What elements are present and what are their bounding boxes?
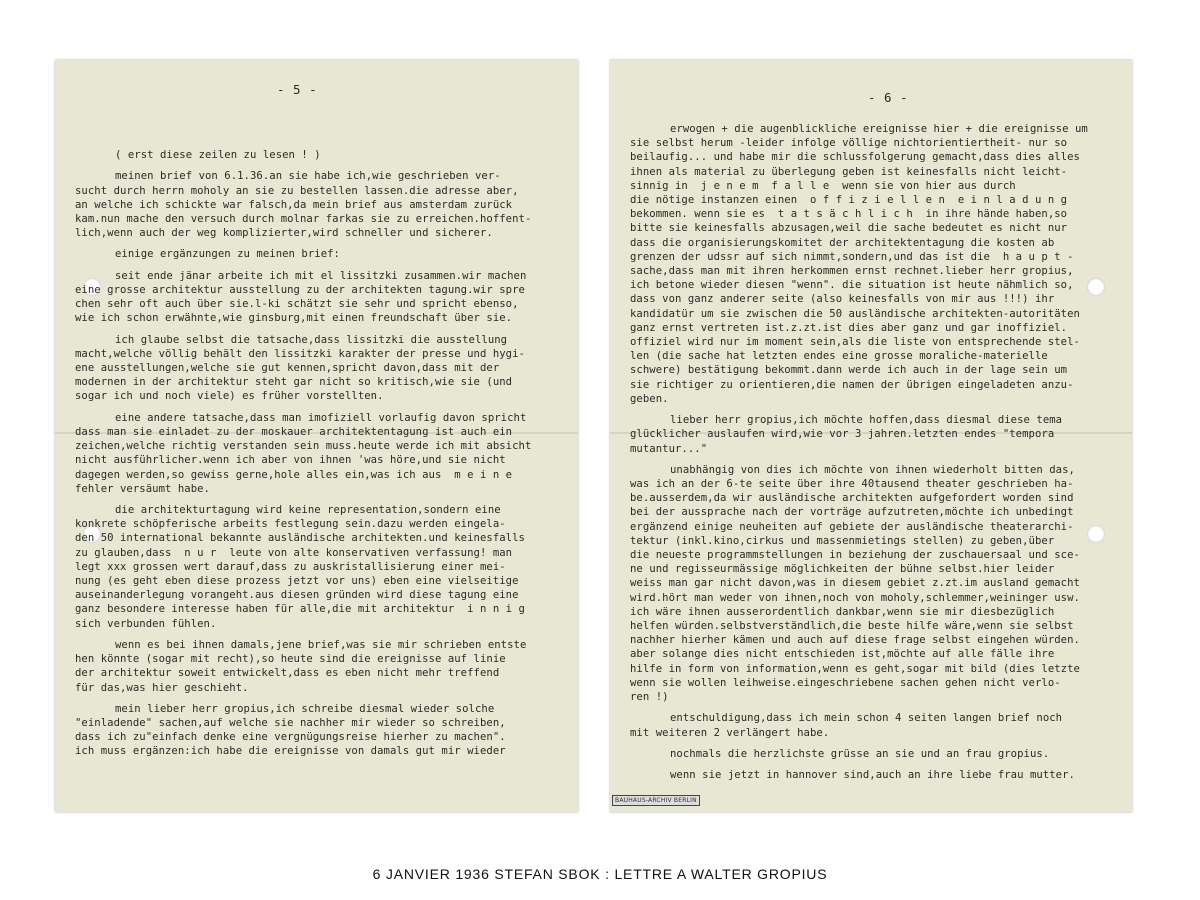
text-line: mit weiteren 2 verlängert habe. bbox=[630, 726, 830, 739]
text-line: nochmals die herzlichste grüsse an sie und an frau gropius. bbox=[670, 747, 1050, 760]
text-line: erwogen + die augenblickliche ereignisse hier + die ereignisse um bbox=[670, 123, 1088, 135]
text-line: kam.nun mache den versuch durch molnar farkas sie zu erreichen.hoffent- bbox=[75, 212, 532, 225]
text-line: bei der aussprache nach der vorträge aufzutreten,möchte ich unbedingt bbox=[630, 506, 1074, 519]
text-line: wenn sie jetzt in hannover sind,auch an ihre liebe frau mutter. bbox=[670, 769, 1075, 782]
letter-page-6 bbox=[610, 60, 1132, 812]
text-line: meinen brief von 6.1.36.an sie habe ich,wie geschrieben ver- bbox=[115, 170, 501, 183]
text-line: den 50 international bekannte ausländische architekten.und keinesfalls bbox=[75, 532, 525, 545]
text-line: bekommen. wenn sie es t a t s ä c h l i c h in ihre hände haben,so bbox=[630, 208, 1068, 221]
text-line: grenzen der udssr auf sich nimmt,sondern,und das ist die h a u p t - bbox=[630, 250, 1074, 263]
text-line: kandidatür um sie zwischen die 50 ausländische architekten-autoritäten bbox=[630, 307, 1080, 320]
text-line: sinnig in j e n e m f a l l e wenn sie von hier aus durch bbox=[630, 179, 1016, 192]
text-line: nachher hierher kämen und auch auf diese frage selbst eingehen würden. bbox=[630, 634, 1080, 647]
text-line: zeichen,welche richtig verstanden sein muss.heute werde ich mit absicht bbox=[75, 440, 532, 453]
text-line: ( erst diese zeilen zu lesen ! ) bbox=[115, 149, 321, 161]
text-line: offiziel wird nur im moment sein,als die liste von entsprechende stel- bbox=[630, 336, 1080, 348]
text-line: dagegen werden,so gewiss gerne,hole alles ein,was ich aus m e i n e bbox=[75, 468, 513, 481]
text-line: sich verbunden fühlen. bbox=[75, 617, 217, 630]
text-line: sucht durch herrn moholy an sie zu bestellen lassen.die adresse aber, bbox=[75, 184, 519, 197]
page-number: - 5 - bbox=[277, 82, 318, 97]
text-line: macht,welche völlig behält den lissitzki karakter der presse und hygi- bbox=[75, 347, 525, 360]
text-line: ich muss ergänzen:ich habe die ereignisse von damals gut mir wieder bbox=[75, 745, 506, 758]
text-line: was ich an der 6-te seite über ihre 40tausend theater geschrieben ha- bbox=[630, 478, 1074, 490]
text-line: der architektur soweit entwickelt,dass es eben nicht mehr treffend bbox=[75, 667, 500, 680]
text-line: unabhängig von dies ich möchte von ihnen wiederholt bitten das, bbox=[670, 463, 1075, 476]
text-line: dass man sie einladet zu der moskauer architektentagung ist auch ein bbox=[75, 425, 513, 438]
text-line: für das,was hier geschieht. bbox=[75, 681, 249, 694]
text-line: fehler versäumt habe. bbox=[75, 482, 210, 495]
text-line: chen sehr oft auch über sie.l-ki schätzt sie sehr und spricht ebenso, bbox=[75, 298, 519, 311]
text-line: seit ende jänar arbeite ich mit el lissitzki zusammen.wir machen bbox=[115, 269, 527, 282]
text-line: auseinanderlegung vorangeht.aus diesen gründen wird diese tagung eine bbox=[75, 589, 519, 602]
text-line: ich glaube selbst die tatsache,dass lissitzki die ausstellung bbox=[115, 333, 508, 346]
text-line: eine grosse architektur ausstellung zu der architekten tagung.wir spre bbox=[75, 283, 525, 296]
text-line: aber solange dies nicht entschieden ist,möchte auf alle fälle ihre bbox=[630, 648, 1055, 661]
text-line: beilaufig... und habe mir die schlussfolgerung gemacht,dass dies alles bbox=[630, 151, 1080, 164]
text-line: schwere) bestätigung bekommt.dann werde ich auch in der lage sein um bbox=[630, 364, 1068, 377]
text-line: hilfe in form von information,wenn es geht,sogar mit bild (dies letzte bbox=[630, 662, 1080, 675]
punch-hole bbox=[1087, 525, 1105, 543]
archive-stamp: BAUHAUS-ARCHIV BERLIN bbox=[612, 795, 700, 806]
text-line: die architekturtagung wird keine representation,sondern eine bbox=[115, 504, 501, 516]
text-line: wie ich schon erwähnte,wie ginsburg,mit einen freundschaft über sie. bbox=[75, 312, 513, 325]
letter-page-5 bbox=[55, 60, 578, 812]
text-line: konkrete schöpferische arbeits festlegung sein.dazu werden eingela- bbox=[75, 518, 506, 531]
text-line: lich,wenn auch der weg komplizierter,wird schneller und sicherer. bbox=[75, 227, 493, 240]
text-line: ihnen als material zu überlegung geben ist keinesfalls nicht leicht- bbox=[630, 165, 1068, 178]
text-line: dass die organisierungskomitet der architektentagung die kosten ab bbox=[630, 236, 1055, 249]
text-line: ren !) bbox=[630, 691, 669, 703]
text-line: len (die sache hat letzten endes eine grosse moraliche-materielle bbox=[630, 350, 1048, 363]
text-line: ergänzend einige neuheiten auf gebiete der ausländische theaterarchi- bbox=[630, 520, 1074, 533]
text-line: ganz besondere interesse haben für alle,die mit architektur i n n i g bbox=[75, 603, 525, 616]
text-line: ganz ernst vertreten ist.z.zt.ist dies aber ganz und gar inoffiziel. bbox=[630, 321, 1068, 334]
text-line: an welche ich schickte war falsch,da mein brief aus amsterdam zurück bbox=[75, 198, 513, 211]
text-line: lieber herr gropius,ich möchte hoffen,dass diesmal diese tema bbox=[670, 414, 1063, 427]
text-line: sie richtiger zu orientieren,die namen der übrigen eingeladeten anzu- bbox=[630, 378, 1074, 391]
page-number: - 6 - bbox=[868, 90, 909, 105]
text-line: helfen würden.selbstverständlich,die beste hilfe wäre,wenn sie selbst bbox=[630, 620, 1074, 632]
text-line: sogar ich und noch viele) es früher vorstellten. bbox=[75, 390, 384, 403]
text-line: geben. bbox=[630, 392, 669, 405]
text-line: entschuldigung,dass ich mein schon 4 seiten langen brief noch bbox=[670, 712, 1063, 725]
text-line: die nötige instanzen einen o f f i z i e l l e n e i n l a d u n g bbox=[630, 194, 1068, 206]
text-line: weiss man gar nicht davon,was in diesem gebiet z.zt.im ausland gemacht bbox=[630, 577, 1080, 590]
text-line: eine andere tatsache,dass man imofiziell vorlaufig davon spricht bbox=[115, 411, 527, 424]
text-line: nicht ausführlicher.wenn ich aber von ihnen 'was höre,und sie nicht bbox=[75, 454, 506, 467]
text-line: be.ausserdem,da wir ausländische architekten aufgefordert worden sind bbox=[630, 492, 1074, 505]
text-line: ene ausstellungen,welche sie gut kennen,spricht davon,dass mit der bbox=[75, 362, 500, 374]
text-line: ne und regisseurmässige möglichkeiten der bühne selbst.hier leider bbox=[630, 563, 1055, 576]
text-line: modernen in der architektur steht gar nicht so kritisch,wie sie (und bbox=[75, 376, 513, 389]
text-line: ich betone wieder diesen "wenn". die situation ist heute nähmlich so, bbox=[630, 279, 1074, 292]
text-line: wenn es bei ihnen damals,jene brief,was sie mir schrieben entste bbox=[115, 638, 527, 651]
text-line: zu glauben,dass n u r leute von alte konservativen verfassung! man bbox=[75, 546, 513, 559]
text-line: legt xxx grossen wert darauf,dass zu auskristallisierung einer mei- bbox=[75, 560, 506, 573]
figure-caption: 6 JANVIER 1936 STEFAN SBOK : LETTRE A WALTER GROPIUS bbox=[372, 866, 828, 882]
text-line: die neueste programmstellungen in beziehung der zuschauersaal und sce- bbox=[630, 549, 1080, 561]
text-line: nung (es geht eben diese prozess jetzt vor uns) eben eine vielseitige bbox=[75, 575, 519, 587]
punch-hole bbox=[1087, 278, 1105, 296]
text-line: dass von ganz anderer seite (also keinesfalls von mir aus !!!) ihr bbox=[630, 293, 1055, 306]
text-line: tektur (inkl.kino,cirkus und massenmietings stellen) zu geben,über bbox=[630, 534, 1055, 547]
text-line: einige ergänzungen zu meinen brief: bbox=[115, 248, 340, 261]
text-line: sie selbst herum -leider infolge völlige nichtorientiertheit- nur so bbox=[630, 137, 1068, 150]
text-line: sache,dass man mit ihren herkommen ernst rechnet.lieber herr gropius, bbox=[630, 265, 1074, 277]
text-line: wird.hört man weder von ihnen,noch von moholy,schlemmer,weininger usw. bbox=[630, 591, 1080, 604]
text-line: mein lieber herr gropius,ich schreibe diesmal wieder solche bbox=[115, 702, 495, 715]
text-line: wenn sie wollen leihweise.eingeschriebene sachen gehen nicht verlo- bbox=[630, 676, 1061, 689]
text-line: glücklicher auslaufen wird,wie vor 3 jahren.letzten endes "tempora bbox=[630, 428, 1055, 441]
text-line: hen könnte (sogar mit recht),so heute sind die ereignisse auf linie bbox=[75, 653, 506, 666]
text-line: "einladende" sachen,auf welche sie nachher mir wieder so schreiben, bbox=[75, 717, 506, 729]
text-line: ich wäre ihnen ausserordentlich dankbar,wenn sie mir diesbezüglich bbox=[630, 605, 1055, 618]
text-line: mutantur..." bbox=[630, 442, 708, 455]
text-line: bitte sie keinesfalls abzusagen,weil die sache bedeutet es nicht nur bbox=[630, 222, 1068, 235]
text-line: dass ich zu"einfach denke eine vergnügungsreise hierher zu machen". bbox=[75, 731, 506, 744]
